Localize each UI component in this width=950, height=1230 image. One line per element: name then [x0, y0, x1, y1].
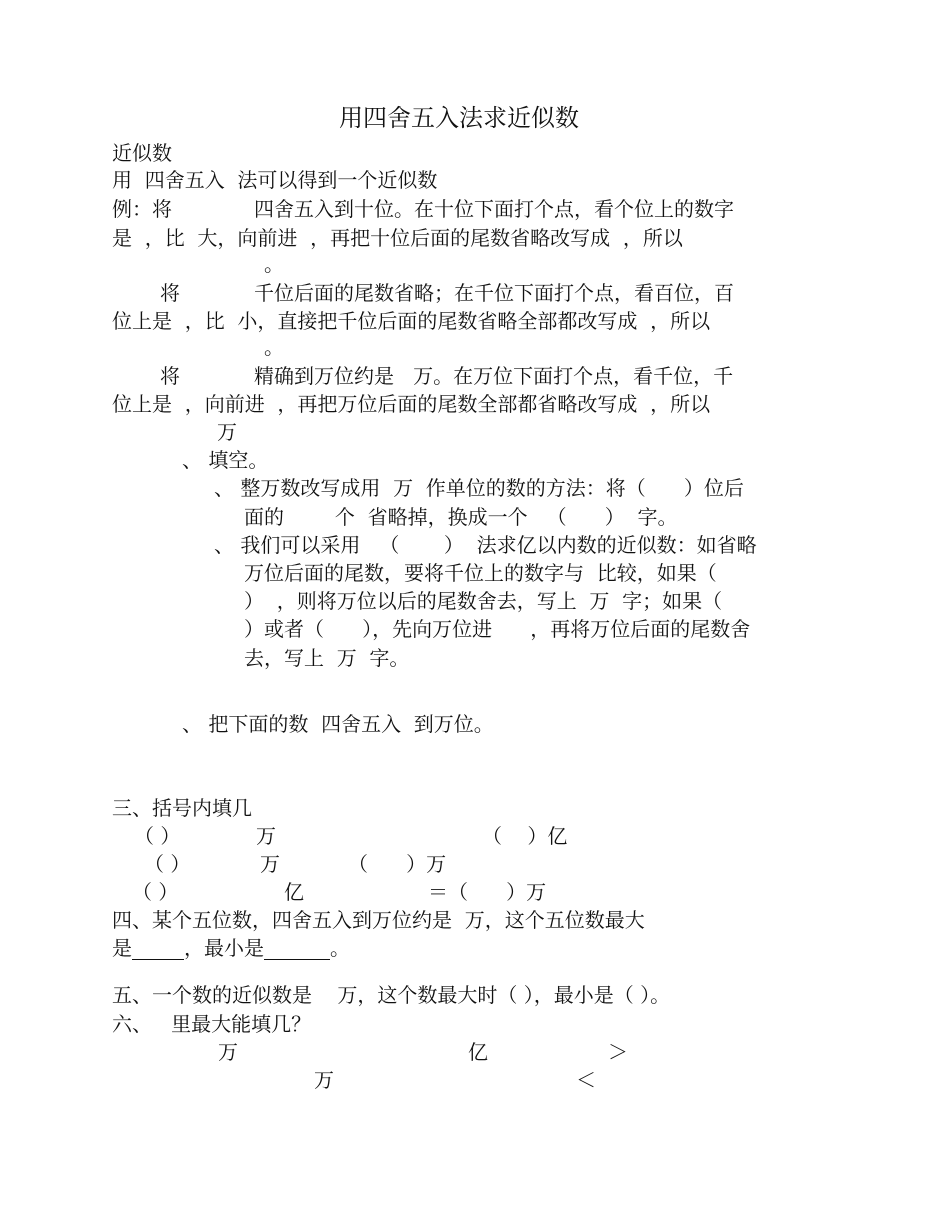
question-line: 去，写上 万 字。	[244, 646, 410, 670]
text-line: 用 四舍五入 法可以得到一个近似数	[112, 168, 438, 192]
text-line: 是 ，比 大，向前进 ，再把十位后面的尾数省略改写成 ，所以	[112, 226, 683, 250]
text-line: 精确到万位约是 万。在万位下面打个点，看千位，千	[254, 364, 734, 388]
fill-bracket: （ ）	[132, 880, 179, 904]
answer-prefix: 是	[112, 936, 132, 960]
section-heading: 五、一个数的近似数是 万，这个数最大时（ ），最小是（ ）。	[112, 983, 671, 1007]
section-heading: 三、括号内填几	[112, 796, 252, 820]
answer-suffix: 。	[330, 936, 350, 960]
text-line: 将	[160, 364, 180, 388]
fill-bracket: （ ）	[134, 824, 181, 848]
fill-bracket: （ ）万	[348, 852, 447, 876]
section-heading: 近似数	[112, 141, 172, 165]
page-title: 用四舍五入法求近似数	[339, 104, 579, 132]
answer-line	[112, 936, 350, 960]
fill-bracket: ＝（ ）万	[428, 880, 547, 904]
text-line: 四舍五入到十位。在十位下面打个点，看个位上的数字	[254, 197, 734, 221]
question-line: 万位后面的尾数，要将千位上的数字与 比较，如果（	[244, 561, 717, 585]
text-line: 例：将	[112, 197, 172, 221]
max-answer-blank[interactable]	[132, 939, 184, 960]
unit-label: 万	[256, 824, 276, 848]
text-line: 位上是 ，比 小，直接把千位后面的尾数省略全部都改写成 ，所以	[112, 309, 711, 333]
unit-label: 万	[218, 1040, 238, 1064]
fill-bracket: （ ）亿	[482, 824, 568, 848]
unit-label: 亿	[284, 880, 304, 904]
text-line: 。	[264, 335, 284, 359]
text-line: 位上是 ，向前进 ，再把万位后面的尾数全部都省略改写成 ，所以	[112, 392, 711, 416]
fill-bracket: （ ）	[144, 852, 191, 876]
question-line: 、 整万数改写成用 万 作单位的数的方法：将（ ）位后	[214, 476, 744, 500]
question-line: ）或者（ ），先向万位进 ，再将万位后面的尾数舍	[244, 617, 751, 641]
answer-middle: ，最小是	[184, 936, 264, 960]
text-line: 万	[217, 420, 237, 444]
section-heading: 、 把下面的数 四舍五入 到万位。	[182, 712, 494, 736]
unit-label: 万	[314, 1068, 334, 1092]
min-answer-blank[interactable]	[264, 939, 330, 960]
text-line: 千位后面的尾数省略；在千位下面打个点，看百位，百	[254, 281, 734, 305]
section-heading: 、 填空。	[182, 448, 269, 472]
text-line: 。	[264, 252, 284, 276]
section-heading: 六、 里最大能填几？	[112, 1012, 312, 1036]
unit-label: 亿	[468, 1040, 488, 1064]
less-than-sign: ＜	[576, 1068, 596, 1092]
question-line: 、 我们可以采用 （ ） 法求亿以内数的近似数：如省略	[214, 533, 757, 557]
unit-label: 万	[260, 852, 280, 876]
question-line: 面的 个 省略掉，换成一个 （ ） 字。	[244, 505, 678, 529]
greater-than-sign: ＞	[608, 1040, 628, 1064]
text-line: 将	[160, 281, 180, 305]
question-line: ） ，则将万位以后的尾数舍去，写上 万 字；如果（	[244, 589, 723, 613]
section-heading: 四、某个五位数，四舍五入到万位约是 万，这个五位数最大	[112, 908, 645, 932]
